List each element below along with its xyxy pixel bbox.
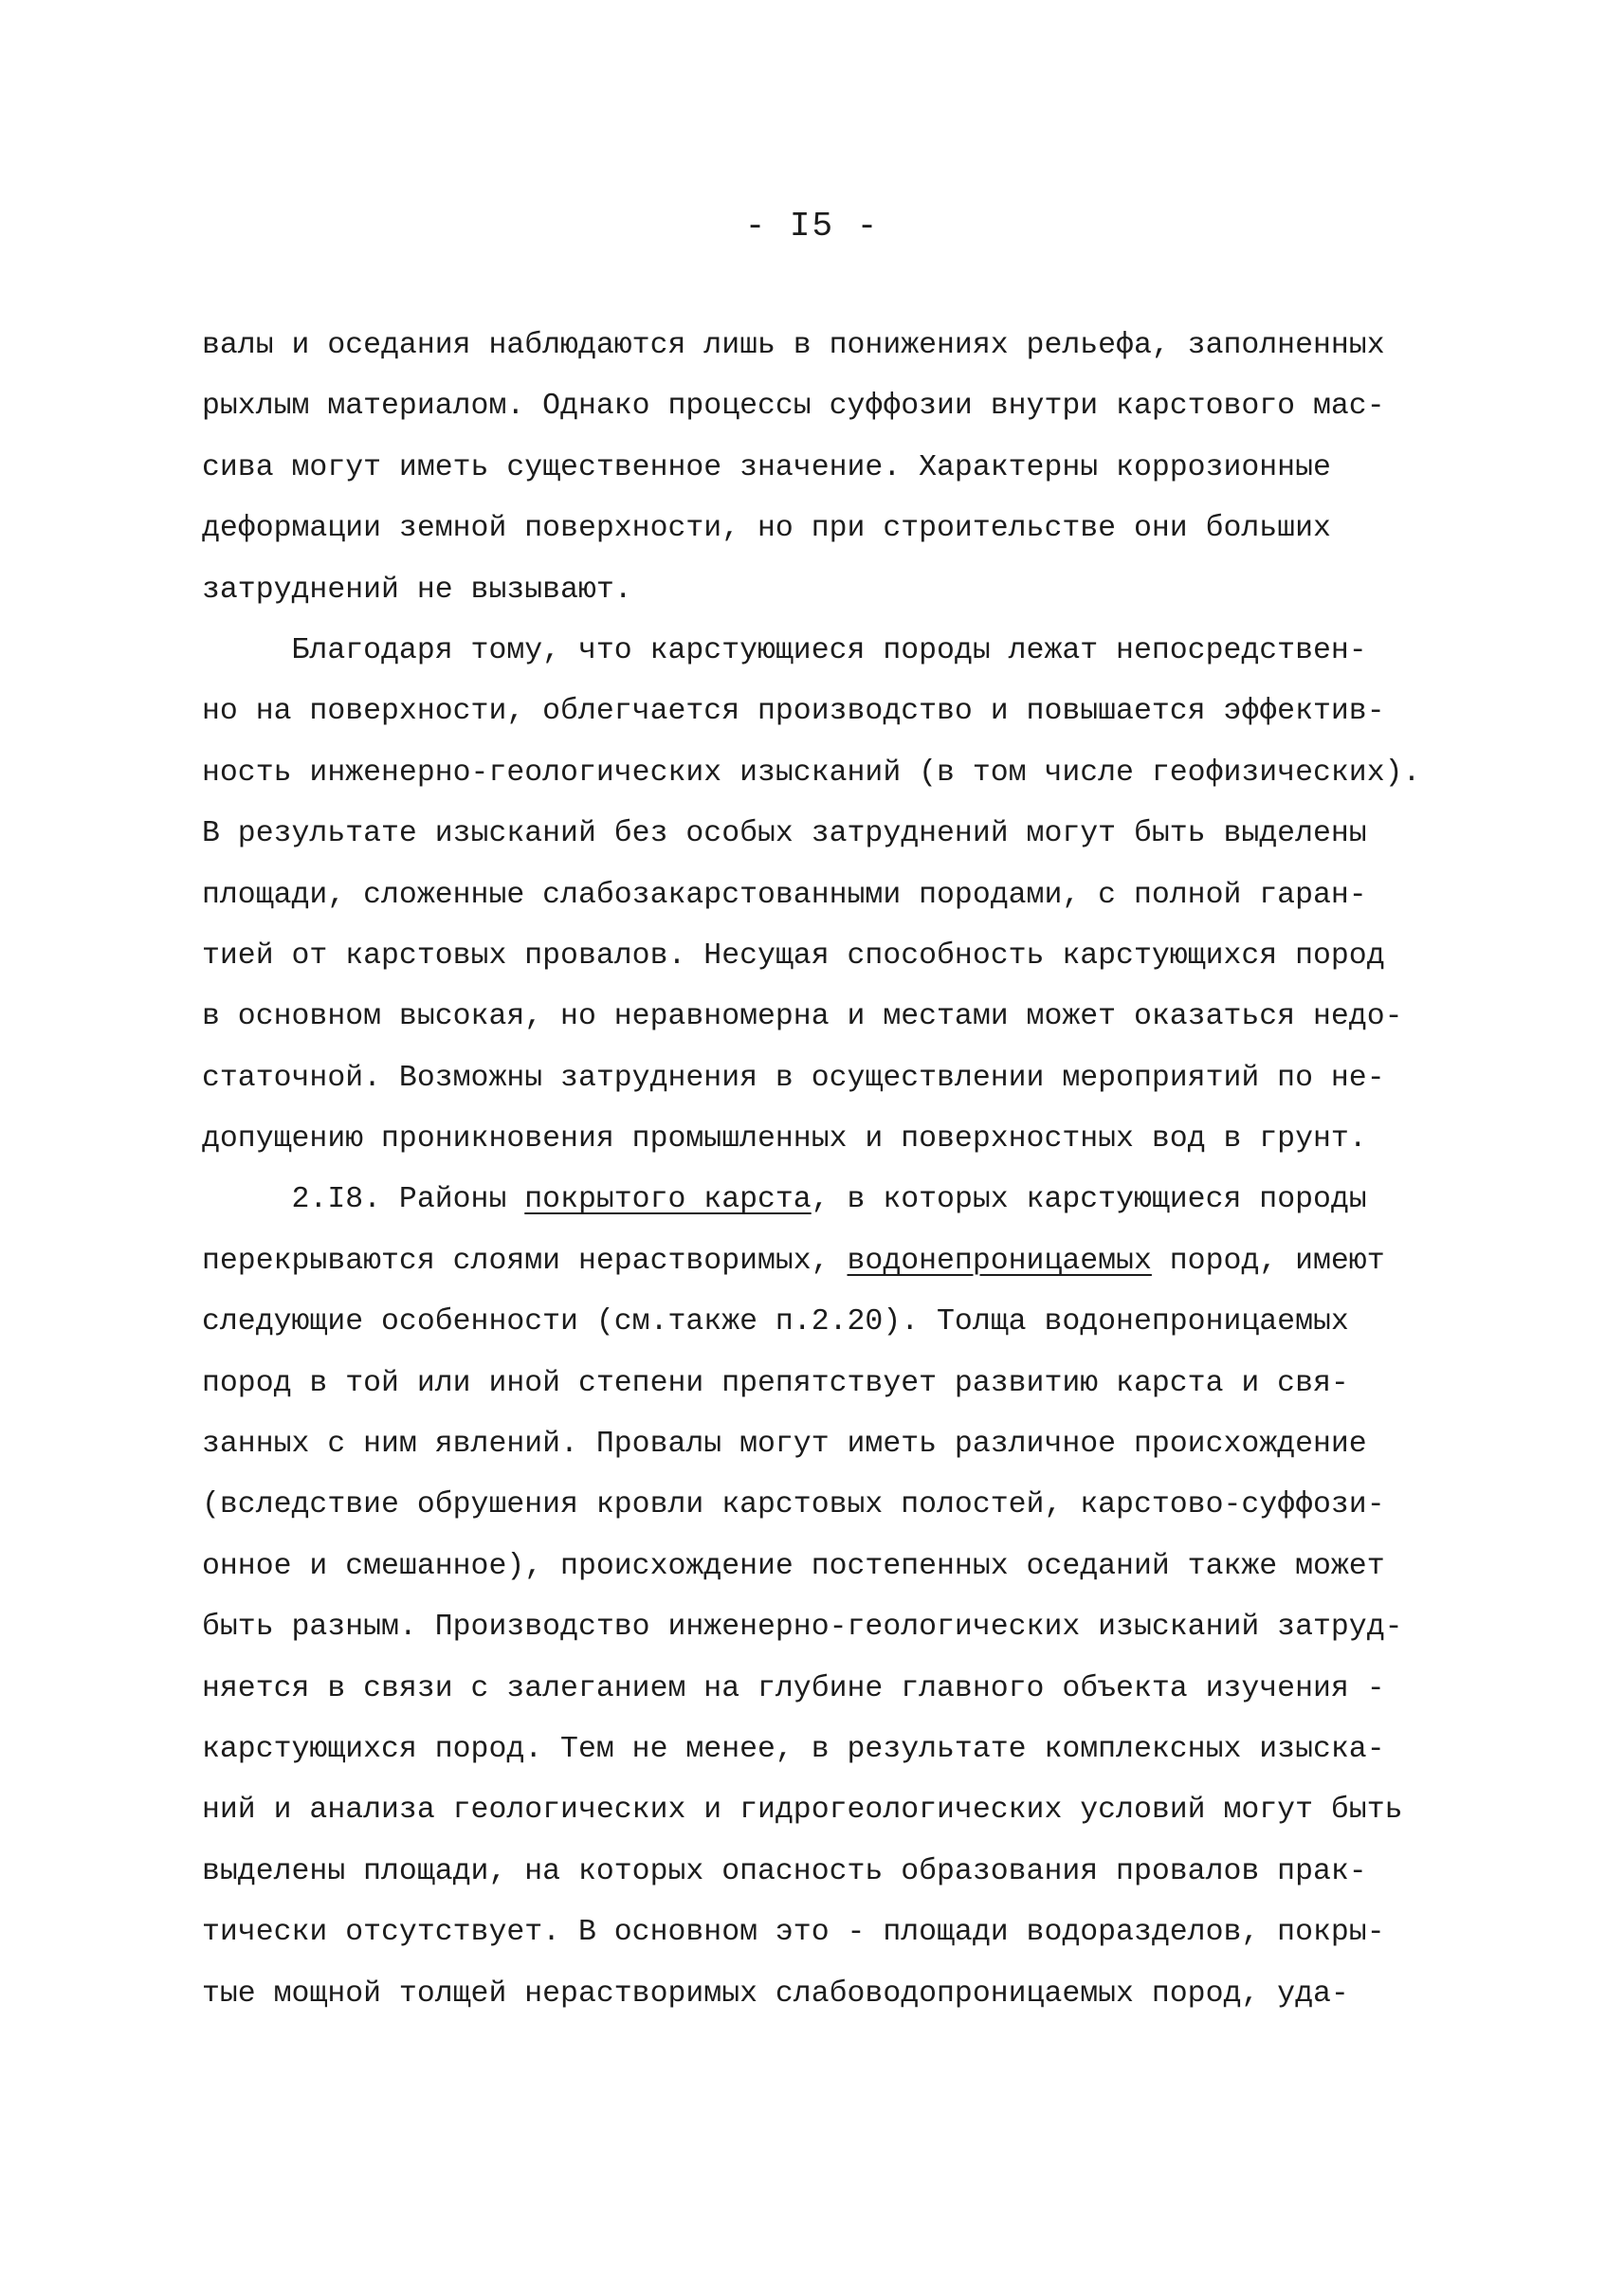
text-segment: перекрываются слоями нерастворимых, — [202, 1244, 848, 1278]
text-segment: , в которых карстующиеся породы — [811, 1183, 1367, 1217]
text-line — [202, 1780, 1444, 1841]
underlined-term: покрытого карста — [524, 1183, 812, 1217]
text-segment: деформации земной поверхности, но при строительстве они больших — [202, 512, 1331, 546]
page-number: - I5 - — [744, 207, 880, 246]
text-line — [202, 1414, 1444, 1475]
text-segment: (вследствие обрушения кровли карстовых полостей, карстово-суффози- — [202, 1488, 1385, 1522]
text-segment: площади, сложенные слабозакарстованными породами, с полной гаран- — [202, 878, 1367, 912]
text-segment: выделены площади, на которых опасность образования провалов прак- — [202, 1854, 1367, 1888]
text-line — [202, 926, 1444, 987]
text-segment: В результате изысканий без особых затруднений могут быть выделены — [202, 817, 1367, 851]
text-line — [202, 1842, 1444, 1903]
text-line — [202, 1354, 1444, 1414]
text-segment: пород, имеют — [1151, 1244, 1385, 1278]
text-line — [202, 1597, 1444, 1658]
text-line — [202, 1292, 1444, 1353]
text-line — [202, 743, 1444, 804]
text-line — [202, 1231, 1444, 1292]
text-line — [202, 376, 1444, 437]
text-segment: сива могут иметь существенное значение. Характерны коррозионные — [202, 450, 1331, 484]
text-segment: ность инженерно-геологических изысканий (в том числе геофизических). — [202, 756, 1421, 790]
text-segment: онное и смешанное), происхождение постепенных оседаний также может — [202, 1549, 1385, 1583]
text-line — [202, 1720, 1444, 1780]
text-line — [202, 1475, 1444, 1536]
text-segment: рыхлым материалом. Однако процессы суффозии внутри карстового мас- — [202, 390, 1385, 424]
text-line — [202, 499, 1444, 559]
text-segment: тией от карстовых провалов. Несущая способность карстующихся пород — [202, 938, 1385, 973]
text-line — [202, 1903, 1444, 1963]
text-line — [202, 438, 1444, 499]
text-line — [202, 1170, 1444, 1230]
text-line — [202, 1109, 1444, 1170]
text-segment: ний и анализа геологических и гидрогеологических условий могут быть — [202, 1794, 1403, 1828]
text-segment: допущению проникновения промышленных и поверхностных вод в грунт. — [202, 1122, 1367, 1157]
text-segment: Благодаря тому, что карстующиеся породы лежат непосредствен- — [202, 633, 1367, 667]
body-text — [202, 316, 1444, 2025]
text-line — [202, 1964, 1444, 2025]
text-segment: статочной. Возможны затруднения в осуществлении мероприятий по не- — [202, 1061, 1385, 1095]
text-line — [202, 316, 1444, 376]
text-line — [202, 682, 1444, 742]
text-line — [202, 1537, 1444, 1597]
text-segment: 2.I8. Районы — [202, 1183, 525, 1217]
text-line — [202, 1048, 1444, 1109]
text-line — [202, 1659, 1444, 1720]
text-segment: тически отсутствует. В основном это - площади водоразделов, покры- — [202, 1916, 1385, 1950]
text-segment: пород в той или иной степени препятствует развитию карста и свя- — [202, 1366, 1349, 1400]
text-line — [202, 865, 1444, 926]
text-segment: затруднений не вызывают. — [202, 573, 632, 607]
text-segment: но на поверхности, облегчается производство и повышается эффектив- — [202, 695, 1385, 729]
text-segment: быть разным. Производство инженерно-геологических изысканий затруд- — [202, 1611, 1403, 1645]
text-line — [202, 621, 1444, 682]
text-segment: занных с ним явлений. Провалы могут иметь различное происхождение — [202, 1428, 1367, 1462]
text-line — [202, 560, 1444, 621]
text-segment: тые мощной толщей нерастворимых слабоводопроницаемых пород, уда- — [202, 1976, 1349, 2011]
text-segment: няется в связи с залеганием на глубине главного объекта изучения - — [202, 1671, 1385, 1705]
underlined-term: водонепроницаемых — [847, 1244, 1152, 1278]
text-segment: карстующихся пород. Тем не менее, в результате комплексных изыска- — [202, 1732, 1385, 1766]
text-line — [202, 987, 1444, 1047]
text-segment: следующие особенности (см.также п.2.20). Толща водонепроницаемых — [202, 1305, 1349, 1339]
text-segment: в основном высокая, но неравномерна и местами может оказаться недо- — [202, 1000, 1403, 1034]
text-line — [202, 804, 1444, 865]
text-segment: валы и оседания наблюдаются лишь в понижениях рельефа, заполненных — [202, 329, 1385, 362]
